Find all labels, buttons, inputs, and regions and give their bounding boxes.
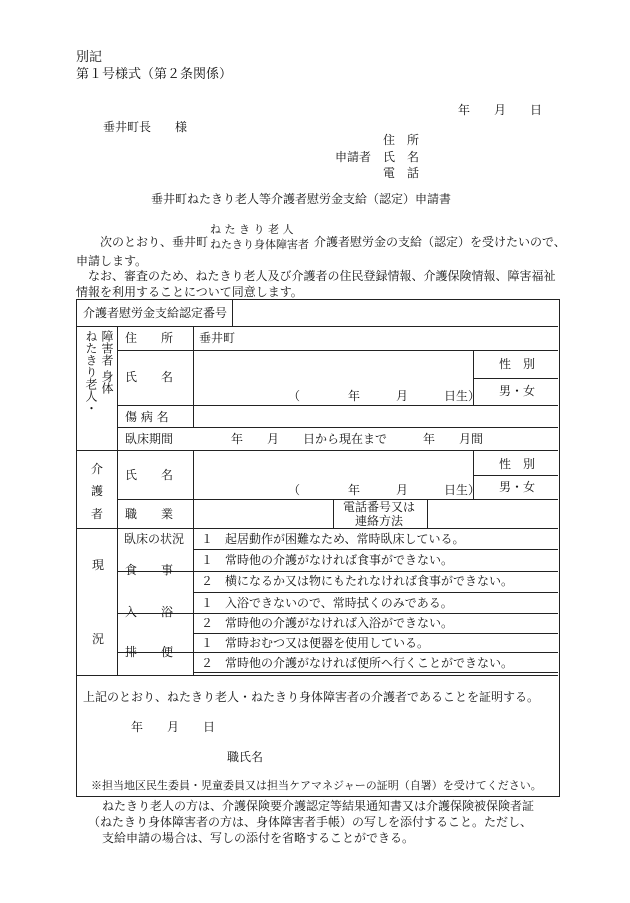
cert-number-label: 介護者慰労金支給認定番号 — [83, 306, 228, 320]
intro-prefix: 次のとおり、垂井町 — [100, 235, 209, 249]
status-bath-label: 入 浴 — [125, 605, 174, 619]
form-title: 垂井町ねたきり老人等介護者慰労金支給（認定）申請書 — [151, 192, 452, 206]
intro-suffix: 介護者慰労金の支給（認定）を受けたいので、 — [314, 235, 566, 249]
certifier-signature-label: 職氏名 — [227, 750, 264, 764]
caregiver-group-char-1: 介 — [91, 462, 104, 476]
status-toilet-item: １ 常時おむつ又は便器を使用している。 — [201, 636, 430, 650]
status-toilet-label: 排 便 — [125, 645, 174, 659]
patient-name-label: 氏 名 — [125, 370, 174, 384]
certification-text: 上記のとおり、ねたきり老人・ねたきり身体障害者の介護者であることを証明する。 — [83, 690, 540, 704]
caregiver-sex-value: 男・女 — [499, 480, 536, 494]
consent-line2: 情報を利用することについて同意します。 — [76, 285, 303, 299]
patient-sex-value: 男・女 — [499, 384, 536, 398]
certification-note: ※担当地区民生委員・児童委員又は担当ケアマネジャーの証明（自署）を受けてください。 — [91, 779, 542, 792]
caregiver-contact-label-2: 連絡方法 — [355, 514, 404, 528]
status-group-char-2: 況 — [92, 632, 105, 646]
form-number-label: 第１号様式（第２条関係） — [76, 67, 233, 82]
patient-address-label: 住 所 — [125, 331, 174, 345]
status-meal-item: １ 常時他の介護がなければ食事ができない。 — [201, 553, 454, 567]
certification-date: 年 月 日 — [131, 720, 216, 734]
intro-option-disabled: ねたきり身体障害者 — [210, 238, 309, 251]
status-toilet-item: ２ 常時他の介護がなければ便所へ行くことができない。 — [201, 656, 514, 670]
patient-bed-period-value: 年 月 日から現在まで 年 月間 — [231, 432, 484, 446]
status-meal-item: ２ 横になるか又は物にもたれなければ食事ができない。 — [201, 574, 514, 588]
applicant-label: 申請者 — [335, 150, 372, 164]
status-meal-label: 食 事 — [125, 563, 174, 577]
addressee: 垂井町長 様 — [103, 120, 188, 134]
consent-line1: なお、審査のため、ねたきり老人及び介護者の住民登録情報、介護保険情報、障害福祉 — [88, 269, 556, 283]
footer-note: （ねたきり身体障害者の方は、身体障害者手帳）の写しを添付すること。ただし、 — [88, 815, 533, 829]
applicant-address-label: 住 所 — [383, 133, 420, 147]
caregiver-sex-label: 性 別 — [499, 457, 536, 471]
patient-sex-label: 性 別 — [499, 357, 536, 371]
caregiver-group-char-3: 者 — [91, 507, 104, 521]
applicant-name-label: 氏 名 — [383, 150, 420, 164]
footer-note: ねたきり老人の方は、介護保険要介護認定等結果通知書又は介護保険被保険者証 — [102, 799, 535, 813]
status-bath-item: １ 入浴できないので、常時拭くのみである。 — [201, 596, 453, 610]
patient-group-label: ねたきり老人・ — [84, 330, 98, 414]
status-bed-label: 臥床の状況 — [124, 532, 185, 546]
patient-bed-period-label: 臥床期間 — [125, 432, 174, 446]
caregiver-group-char-2: 護 — [91, 484, 104, 498]
status-group-char-1: 現 — [92, 558, 105, 572]
patient-birthdate: （ 年 月 日生） — [288, 389, 481, 403]
status-bed-item: １ 起居動作が困難なため、常時臥床している。 — [201, 532, 465, 546]
patient-group-label-sub: 障害者 身体 — [100, 330, 114, 394]
applicant-phone-label: 電 話 — [383, 166, 420, 180]
caregiver-birthdate: （ 年 月 日生） — [288, 483, 481, 497]
intro-line2: 申請します。 — [76, 254, 148, 268]
application-date: 年 月 日 — [458, 103, 543, 117]
status-bath-item: ２ 常時他の介護がなければ入浴ができない。 — [201, 616, 454, 630]
intro-option-elderly: ね た き り 老 人 — [210, 223, 294, 236]
footer-note: 支給申請の場合は、写しの添付を省略することができる。 — [102, 831, 415, 845]
caregiver-name-label: 氏 名 — [125, 468, 174, 482]
patient-address-value: 垂井町 — [199, 331, 236, 345]
patient-illness-label: 傷 病 名 — [125, 410, 169, 424]
caregiver-contact-label: 電話番号又は — [343, 500, 416, 514]
caregiver-job-label: 職 業 — [125, 507, 174, 521]
form-annex-label: 別記 — [76, 50, 103, 65]
